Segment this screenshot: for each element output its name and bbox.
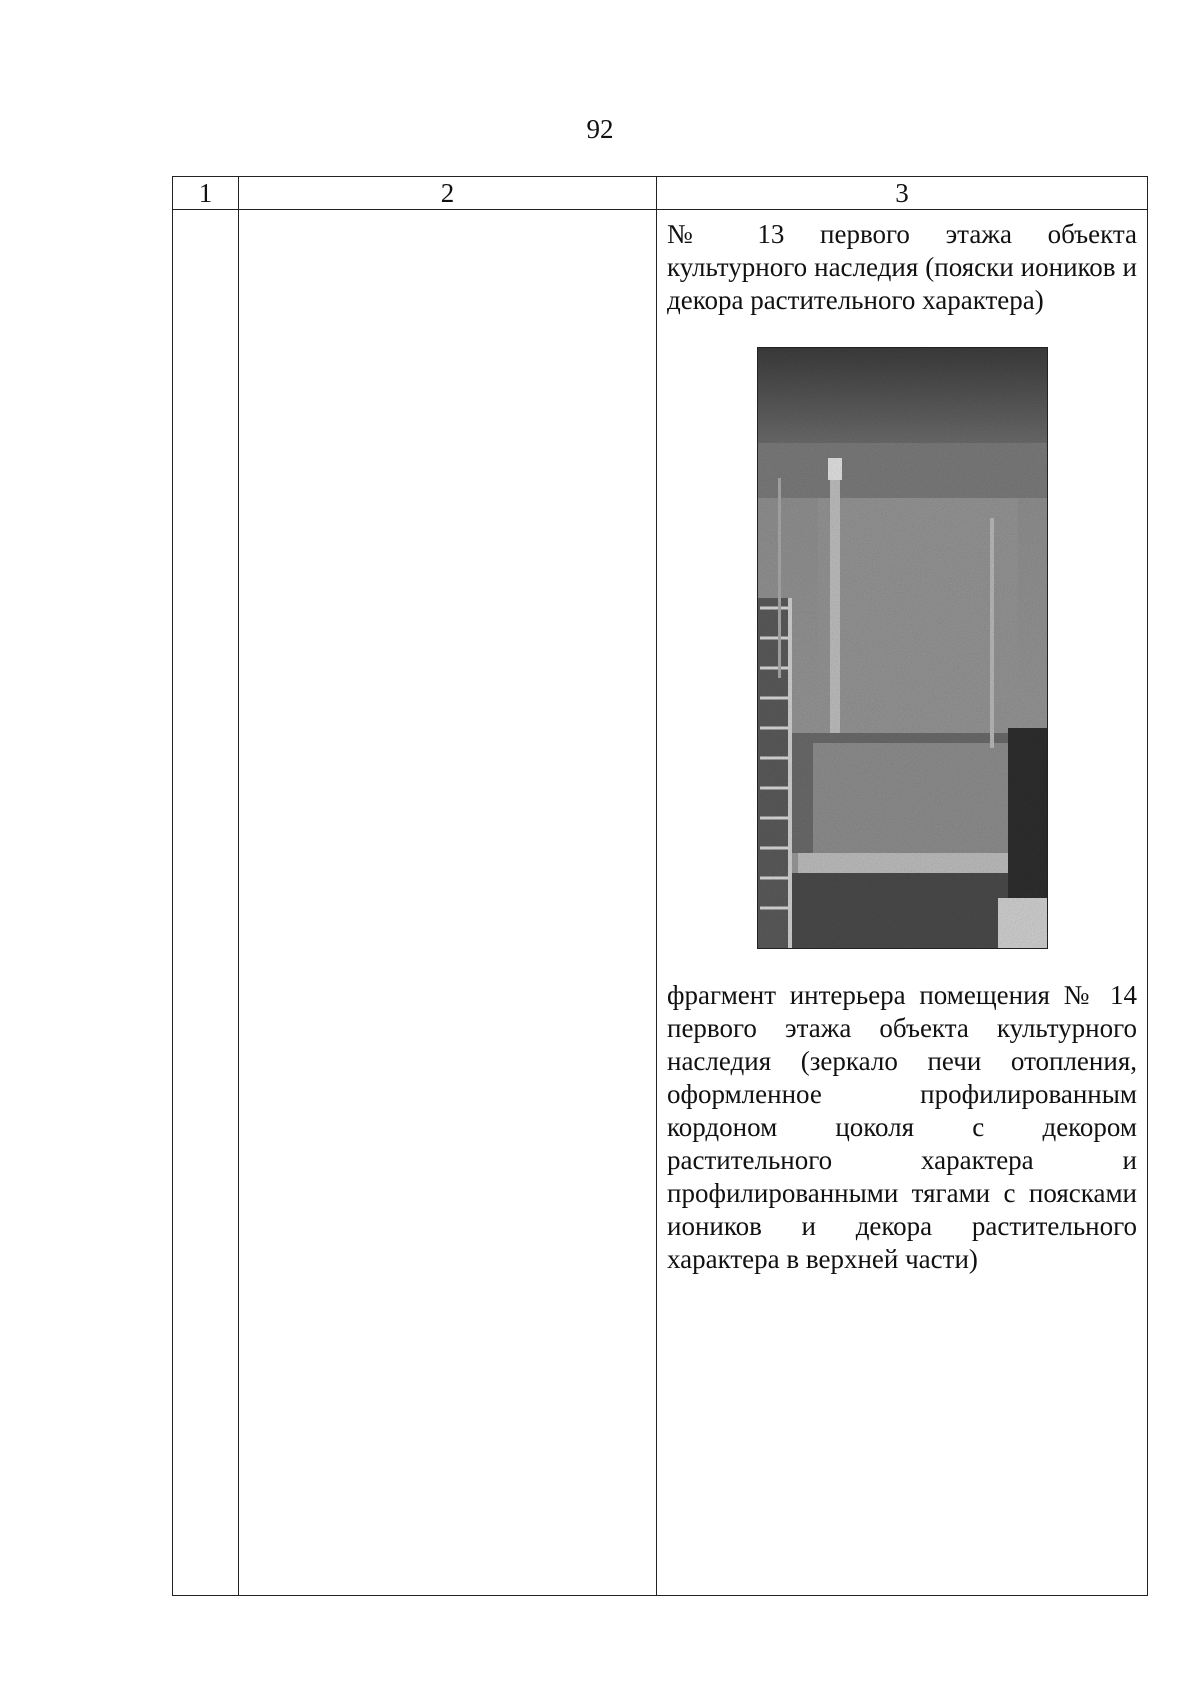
header-cell-2: 2 bbox=[239, 177, 657, 210]
table-header-row bbox=[173, 177, 1148, 210]
row-cell-1 bbox=[173, 210, 239, 1596]
interior-photo bbox=[757, 347, 1048, 949]
row-cell-3 bbox=[657, 210, 1148, 1596]
row-cell-2 bbox=[239, 210, 657, 1596]
header-cell-1: 1 bbox=[173, 177, 239, 210]
page-number: 92 bbox=[586, 114, 614, 144]
photo-radiator bbox=[758, 598, 790, 948]
description-paragraph-2: фрагмент интерьера помещения № 14 первого этажа объекта культурного наследия (зеркало печи отопления, оформленное профилированным кордоном цоколя с декором растительного характера и профилированными тягами с поясками иоников и декора растительного характера в верхней части) bbox=[667, 980, 1137, 1274]
table-row bbox=[173, 210, 1148, 1596]
description-paragraph-1: № 13 первого этажа объекта культурного наследия (пояски иоников и декора растительного характера) bbox=[667, 219, 1137, 315]
header-cell-3: 3 bbox=[657, 177, 1148, 210]
photo-container bbox=[667, 347, 1137, 949]
photo-cornice bbox=[758, 443, 1047, 503]
document-table bbox=[172, 176, 1148, 1596]
